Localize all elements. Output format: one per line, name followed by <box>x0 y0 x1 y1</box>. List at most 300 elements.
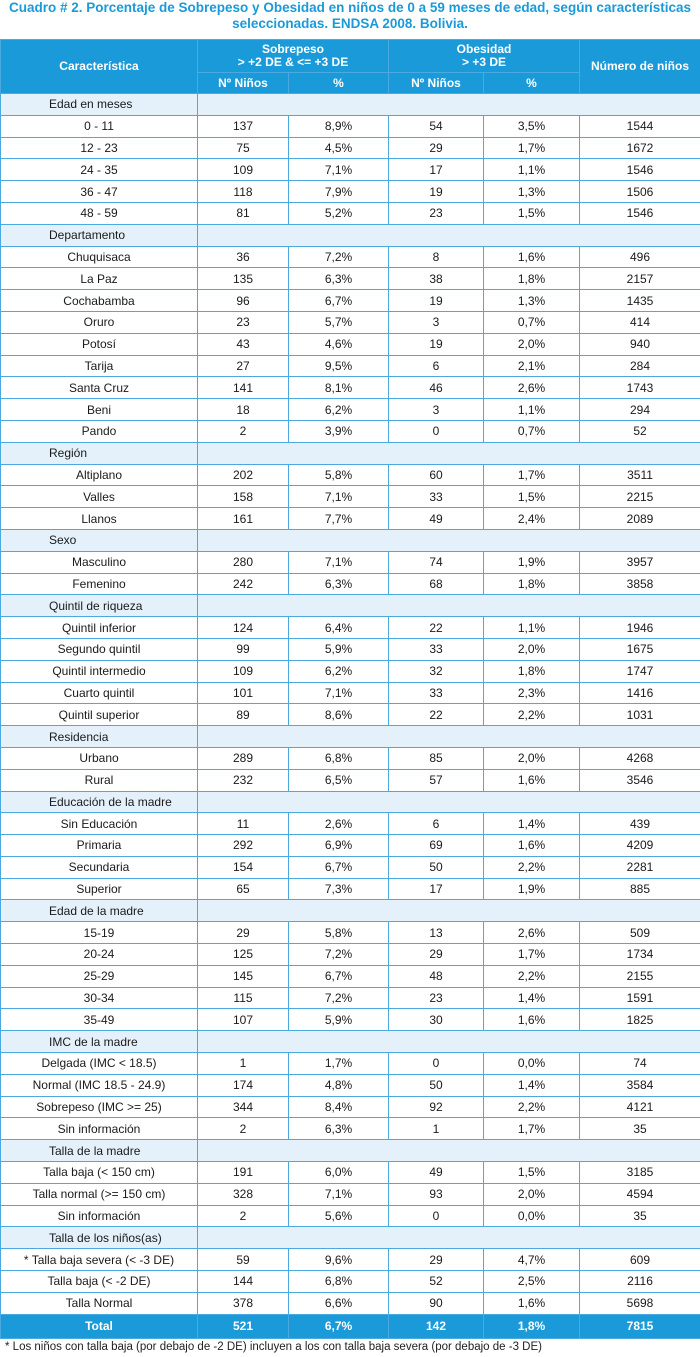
table-cell: 1,4% <box>484 1074 580 1096</box>
table-footer <box>1 1314 700 1338</box>
table-cell: 23 <box>389 202 484 224</box>
table-cell: 1734 <box>580 944 700 966</box>
section-title: Edad de la madre <box>1 900 198 922</box>
row-label: Beni <box>1 399 198 421</box>
table-cell: 74 <box>580 1053 700 1075</box>
total-label: Total <box>1 1314 198 1338</box>
header-sobrepeso-def: > +2 DE & <= +3 DE <box>237 55 349 69</box>
section-title: IMC de la madre <box>1 1031 198 1053</box>
row-label: Santa Cruz <box>1 377 198 399</box>
table-cell: 3 <box>389 311 484 333</box>
table-row <box>1 159 700 181</box>
table-cell: 5698 <box>580 1292 700 1314</box>
table-row <box>1 660 700 682</box>
table-cell: 125 <box>198 944 289 966</box>
table-cell: 124 <box>198 617 289 639</box>
row-label: Talla baja (< 150 cm) <box>1 1162 198 1184</box>
table-cell: 6,6% <box>289 1292 389 1314</box>
row-label: 0 - 11 <box>1 115 198 137</box>
table-row <box>1 682 700 704</box>
table-row <box>1 1053 700 1075</box>
table-cell: 7,2% <box>289 944 389 966</box>
table-cell: 52 <box>389 1271 484 1293</box>
table-cell: 59 <box>198 1249 289 1271</box>
table-cell: 33 <box>389 486 484 508</box>
section-row <box>1 791 700 813</box>
row-label: Superior <box>1 878 198 900</box>
row-label: Sin información <box>1 1118 198 1140</box>
section-row <box>1 224 700 246</box>
table-cell: 289 <box>198 747 289 769</box>
table-cell: 23 <box>389 987 484 1009</box>
section-row <box>1 94 700 116</box>
table-cell: 161 <box>198 508 289 530</box>
footnote: * Los niños con talla baja (por debajo de -2 DE) incluyen a los con talla baja severa (por debajo de -3 DE) <box>5 1341 542 1353</box>
table-cell: 92 <box>389 1096 484 1118</box>
table-cell: 5,2% <box>289 202 389 224</box>
table-row <box>1 115 700 137</box>
row-label: Oruro <box>1 311 198 333</box>
table-cell: 6,7% <box>289 856 389 878</box>
table-cell: 1,3% <box>484 290 580 312</box>
table-cell: 1,6% <box>484 835 580 857</box>
table-cell: 8,6% <box>289 704 389 726</box>
table-cell: 6,3% <box>289 268 389 290</box>
table-row <box>1 1205 700 1227</box>
table-cell: 29 <box>198 922 289 944</box>
table-cell: 6,8% <box>289 1271 389 1293</box>
table-cell: 1,5% <box>484 202 580 224</box>
section-blank <box>198 529 700 551</box>
row-label: 48 - 59 <box>1 202 198 224</box>
row-label: Sobrepeso (IMC >= 25) <box>1 1096 198 1118</box>
table-cell: 1506 <box>580 181 700 203</box>
table-cell: 141 <box>198 377 289 399</box>
table-cell: 50 <box>389 856 484 878</box>
table-cell: 232 <box>198 769 289 791</box>
table-row <box>1 420 700 442</box>
table-cell: 6,7% <box>289 965 389 987</box>
table-cell: 54 <box>389 115 484 137</box>
table-cell: 280 <box>198 551 289 573</box>
table-cell: 1,7% <box>484 464 580 486</box>
row-label: Primaria <box>1 835 198 857</box>
table-row <box>1 1271 700 1293</box>
table-cell: 19 <box>389 290 484 312</box>
table-cell: 89 <box>198 704 289 726</box>
header-sobrepeso-label: Sobrepeso <box>261 42 324 56</box>
table-row <box>1 1183 700 1205</box>
table-cell: 6,7% <box>289 290 389 312</box>
table-cell: 1675 <box>580 638 700 660</box>
table-cell: 284 <box>580 355 700 377</box>
table-row <box>1 486 700 508</box>
table-row <box>1 747 700 769</box>
table-cell: 1,8% <box>484 660 580 682</box>
table-cell: 496 <box>580 246 700 268</box>
table-cell: 52 <box>580 420 700 442</box>
table-row <box>1 1074 700 1096</box>
table-cell: 1825 <box>580 1009 700 1031</box>
table-cell: 2,2% <box>484 1096 580 1118</box>
section-blank <box>198 94 700 116</box>
row-label: Cochabamba <box>1 290 198 312</box>
table-cell: 2 <box>198 1205 289 1227</box>
row-label: Masculino <box>1 551 198 573</box>
row-label: 35-49 <box>1 1009 198 1031</box>
section-title: Quintil de riqueza <box>1 595 198 617</box>
table-body <box>1 94 700 1315</box>
table-cell: 1591 <box>580 987 700 1009</box>
table-row <box>1 1118 700 1140</box>
table-cell: 3,5% <box>484 115 580 137</box>
table-row <box>1 333 700 355</box>
row-label: Secundaria <box>1 856 198 878</box>
table-cell: 154 <box>198 856 289 878</box>
table-cell: 4,8% <box>289 1074 389 1096</box>
table-cell: 5,6% <box>289 1205 389 1227</box>
table-cell: 4209 <box>580 835 700 857</box>
table-cell: 48 <box>389 965 484 987</box>
table-cell: 75 <box>198 137 289 159</box>
table-cell: 7,1% <box>289 486 389 508</box>
table-cell: 68 <box>389 573 484 595</box>
table-cell: 1,1% <box>484 159 580 181</box>
table-cell: 2116 <box>580 1271 700 1293</box>
row-label: Segundo quintil <box>1 638 198 660</box>
table-cell: 3185 <box>580 1162 700 1184</box>
section-blank <box>198 900 700 922</box>
table-cell: 0 <box>389 1053 484 1075</box>
table-cell: 0,7% <box>484 420 580 442</box>
table-cell: 137 <box>198 115 289 137</box>
table-cell: 8 <box>389 246 484 268</box>
table-cell: 1,7% <box>484 944 580 966</box>
table-row <box>1 181 700 203</box>
row-label: La Paz <box>1 268 198 290</box>
table-cell: 19 <box>389 181 484 203</box>
header-sobrepeso-n: Nº Niños <box>198 73 289 94</box>
section-title: Sexo <box>1 529 198 551</box>
table-cell: 6,2% <box>289 660 389 682</box>
table-cell: 6 <box>389 355 484 377</box>
table-cell: 65 <box>198 878 289 900</box>
header-numero: Número de niños <box>580 40 700 94</box>
table-cell: 2,4% <box>484 508 580 530</box>
table-cell: 4594 <box>580 1183 700 1205</box>
table-cell: 1,9% <box>484 551 580 573</box>
header-caracteristica: Característica <box>1 40 198 94</box>
table-row <box>1 464 700 486</box>
table-cell: 144 <box>198 1271 289 1293</box>
table-cell: 22 <box>389 704 484 726</box>
table-cell: 35 <box>580 1205 700 1227</box>
row-label: Cuarto quintil <box>1 682 198 704</box>
table-cell: 202 <box>198 464 289 486</box>
table-cell: 1544 <box>580 115 700 137</box>
table-row <box>1 769 700 791</box>
table-cell: 32 <box>389 660 484 682</box>
table-cell: 109 <box>198 159 289 181</box>
table-cell: 60 <box>389 464 484 486</box>
table-cell: 99 <box>198 638 289 660</box>
table-cell: 2,0% <box>484 1183 580 1205</box>
table-cell: 17 <box>389 159 484 181</box>
table-row <box>1 813 700 835</box>
table-cell: 292 <box>198 835 289 857</box>
table-cell: 2157 <box>580 268 700 290</box>
table-cell: 8,1% <box>289 377 389 399</box>
table-cell: 85 <box>389 747 484 769</box>
section-row <box>1 529 700 551</box>
table-header <box>1 40 700 94</box>
section-blank <box>198 726 700 748</box>
table-cell: 7,3% <box>289 878 389 900</box>
table-cell: 1,4% <box>484 987 580 1009</box>
table-cell: 2 <box>198 1118 289 1140</box>
table-cell: 33 <box>389 682 484 704</box>
table-row <box>1 856 700 878</box>
table-cell: 609 <box>580 1249 700 1271</box>
table-cell: 1,7% <box>484 1118 580 1140</box>
row-label: * Talla baja severa (< -3 DE) <box>1 1249 198 1271</box>
row-label: Talla normal (>= 150 cm) <box>1 1183 198 1205</box>
table-cell: 5,9% <box>289 1009 389 1031</box>
table-cell: 8,4% <box>289 1096 389 1118</box>
table-cell: 509 <box>580 922 700 944</box>
table-cell: 2215 <box>580 486 700 508</box>
row-label: 15-19 <box>1 922 198 944</box>
table-cell: 115 <box>198 987 289 1009</box>
table-cell: 0 <box>389 420 484 442</box>
table-cell: 118 <box>198 181 289 203</box>
header-obesidad-n: Nº Niños <box>389 73 484 94</box>
section-blank <box>198 442 700 464</box>
table-cell: 0,0% <box>484 1053 580 1075</box>
table-row <box>1 922 700 944</box>
table-row <box>1 137 700 159</box>
table-row <box>1 1292 700 1314</box>
table-cell: 7,1% <box>289 159 389 181</box>
table-cell: 3546 <box>580 769 700 791</box>
table-cell: 6,4% <box>289 617 389 639</box>
section-blank <box>198 1227 700 1249</box>
section-title: Talla de la madre <box>1 1140 198 1162</box>
table-cell: 0,7% <box>484 311 580 333</box>
table-cell: 74 <box>389 551 484 573</box>
table-cell: 158 <box>198 486 289 508</box>
row-label: Talla Normal <box>1 1292 198 1314</box>
section-blank <box>198 1140 700 1162</box>
table-cell: 2,2% <box>484 965 580 987</box>
row-label: Delgada (IMC < 18.5) <box>1 1053 198 1075</box>
table-cell: 0,0% <box>484 1205 580 1227</box>
table-cell: 2,6% <box>289 813 389 835</box>
table-cell: 5,7% <box>289 311 389 333</box>
header-obesidad-pct: % <box>484 73 580 94</box>
section-title: Región <box>1 442 198 464</box>
table-row <box>1 1009 700 1031</box>
table-cell: 135 <box>198 268 289 290</box>
table-cell: 3957 <box>580 551 700 573</box>
table-cell: 1,4% <box>484 813 580 835</box>
table-row <box>1 1249 700 1271</box>
table-cell: 1 <box>389 1118 484 1140</box>
table-cell: 1946 <box>580 617 700 639</box>
row-label: Tarija <box>1 355 198 377</box>
section-row <box>1 900 700 922</box>
section-title: Edad en meses <box>1 94 198 116</box>
table-row <box>1 987 700 1009</box>
table-cell: 2,0% <box>484 638 580 660</box>
header-obesidad <box>389 40 580 73</box>
table-cell: 174 <box>198 1074 289 1096</box>
table-cell: 6,5% <box>289 769 389 791</box>
row-label: Quintil superior <box>1 704 198 726</box>
row-label: Rural <box>1 769 198 791</box>
table-cell: 2,5% <box>484 1271 580 1293</box>
table-cell: 27 <box>198 355 289 377</box>
table-cell: 29 <box>389 137 484 159</box>
row-label: Llanos <box>1 508 198 530</box>
table-cell: 5,8% <box>289 922 389 944</box>
table-cell: 1,8% <box>484 573 580 595</box>
table-cell: 57 <box>389 769 484 791</box>
row-label: Sin información <box>1 1205 198 1227</box>
table-row <box>1 878 700 900</box>
row-label: Potosí <box>1 333 198 355</box>
table-cell: 1416 <box>580 682 700 704</box>
section-title: Departamento <box>1 224 198 246</box>
header-sobrepeso-pct: % <box>289 73 389 94</box>
table-cell: 2089 <box>580 508 700 530</box>
row-label: Valles <box>1 486 198 508</box>
table-cell: 2,3% <box>484 682 580 704</box>
table-cell: 3 <box>389 399 484 421</box>
table-cell: 9,5% <box>289 355 389 377</box>
row-label: 25-29 <box>1 965 198 987</box>
row-label: Chuquisaca <box>1 246 198 268</box>
table-cell: 1672 <box>580 137 700 159</box>
header-obesidad-label: Obesidad <box>456 42 512 56</box>
table-row <box>1 965 700 987</box>
table-cell: 6,3% <box>289 1118 389 1140</box>
table-cell: 2155 <box>580 965 700 987</box>
table-cell: 4121 <box>580 1096 700 1118</box>
table-cell: 6,3% <box>289 573 389 595</box>
table-row <box>1 311 700 333</box>
table-cell: 96 <box>198 290 289 312</box>
table-cell: 294 <box>580 399 700 421</box>
table-cell: 6,8% <box>289 747 389 769</box>
table-cell: 8,9% <box>289 115 389 137</box>
section-row <box>1 726 700 748</box>
table-cell: 1,6% <box>484 1009 580 1031</box>
table-cell: 2,6% <box>484 922 580 944</box>
table-cell: 3584 <box>580 1074 700 1096</box>
table-cell: 7,7% <box>289 508 389 530</box>
header-obesidad-def: > +3 DE <box>461 55 507 69</box>
table-cell: 1 <box>198 1053 289 1075</box>
table-cell: 1,3% <box>484 181 580 203</box>
table-cell: 0 <box>389 1205 484 1227</box>
section-blank <box>198 791 700 813</box>
section-row <box>1 1227 700 1249</box>
total-cell: 521 <box>198 1314 289 1338</box>
row-label: Normal (IMC 18.5 - 24.9) <box>1 1074 198 1096</box>
row-label: 20-24 <box>1 944 198 966</box>
table-title: Cuadro # 2. Porcentaje de Sobrepeso y Obesidad en niños de 0 a 59 meses de edad, según características seleccionadas. ENDSA 2008. Bolivia. <box>8 0 692 31</box>
table-cell: 414 <box>580 311 700 333</box>
table-cell: 1,8% <box>484 268 580 290</box>
table-row <box>1 1162 700 1184</box>
table-cell: 7,1% <box>289 1183 389 1205</box>
row-label: Urbano <box>1 747 198 769</box>
table-cell: 378 <box>198 1292 289 1314</box>
total-row <box>1 1314 700 1338</box>
table-cell: 3511 <box>580 464 700 486</box>
row-label: Pando <box>1 420 198 442</box>
data-table <box>0 39 700 1339</box>
total-cell: 7815 <box>580 1314 700 1338</box>
table-cell: 49 <box>389 1162 484 1184</box>
table-cell: 7,2% <box>289 246 389 268</box>
table-cell: 6,0% <box>289 1162 389 1184</box>
section-blank <box>198 224 700 246</box>
table-row <box>1 835 700 857</box>
table-cell: 13 <box>389 922 484 944</box>
table-row <box>1 202 700 224</box>
row-label: Quintil intermedio <box>1 660 198 682</box>
table-row <box>1 638 700 660</box>
table-cell: 38 <box>389 268 484 290</box>
table-cell: 36 <box>198 246 289 268</box>
section-row <box>1 1140 700 1162</box>
table-cell: 1,7% <box>289 1053 389 1075</box>
table-cell: 2,0% <box>484 747 580 769</box>
table-row <box>1 246 700 268</box>
table-cell: 50 <box>389 1074 484 1096</box>
table-cell: 81 <box>198 202 289 224</box>
row-label: Femenino <box>1 573 198 595</box>
section-title: Talla de los niños(as) <box>1 1227 198 1249</box>
table-row <box>1 355 700 377</box>
table-row <box>1 399 700 421</box>
table-cell: 6 <box>389 813 484 835</box>
total-cell: 142 <box>389 1314 484 1338</box>
total-cell: 6,7% <box>289 1314 389 1338</box>
total-cell: 1,8% <box>484 1314 580 1338</box>
table-cell: 11 <box>198 813 289 835</box>
table-cell: 29 <box>389 944 484 966</box>
table-cell: 30 <box>389 1009 484 1031</box>
table-cell: 107 <box>198 1009 289 1031</box>
table-cell: 1743 <box>580 377 700 399</box>
table-cell: 4,6% <box>289 333 389 355</box>
section-row <box>1 1031 700 1053</box>
table-cell: 23 <box>198 311 289 333</box>
table-row <box>1 268 700 290</box>
row-label: Talla baja (< -2 DE) <box>1 1271 198 1293</box>
table-cell: 35 <box>580 1118 700 1140</box>
table-cell: 328 <box>198 1183 289 1205</box>
row-label: 12 - 23 <box>1 137 198 159</box>
table-cell: 7,1% <box>289 682 389 704</box>
table-row <box>1 551 700 573</box>
table-cell: 2281 <box>580 856 700 878</box>
table-cell: 109 <box>198 660 289 682</box>
table-cell: 46 <box>389 377 484 399</box>
